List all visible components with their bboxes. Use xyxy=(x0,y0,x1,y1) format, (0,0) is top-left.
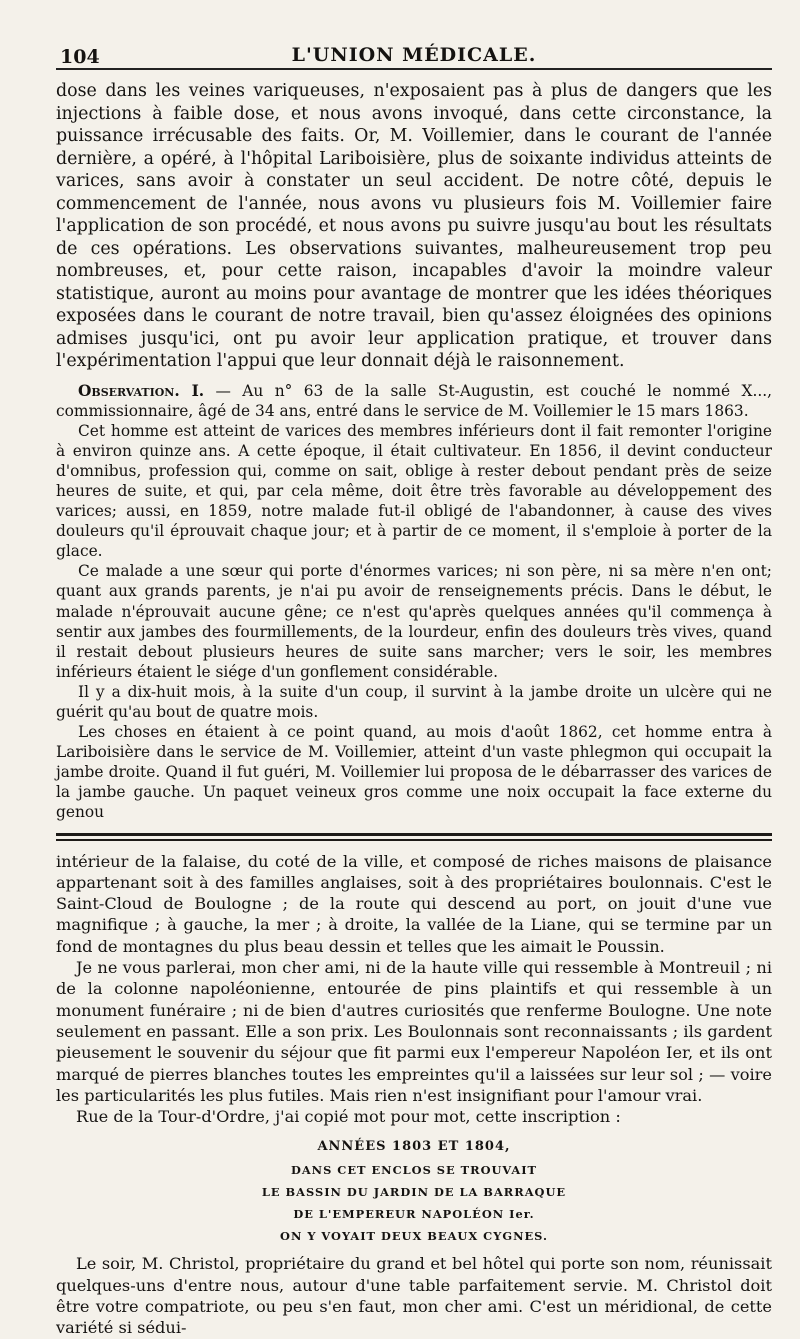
observation-intro xyxy=(56,381,772,421)
page-header xyxy=(56,0,772,66)
feuilleton-paragraph: intérieur de la falaise, du coté de la ville, et composé de riches maisons de plaisance appartenant soit à des familles anglaises, soit à des propriétaires boulonnais. C'est le Saint-Cloud de Boulogne ; de la route qui descend au port, on jouit d'une vue magnifique ; à gauche, la mer ; à droite, la vallée de la Liane, qui se termine par un fond de montagnes du plus beau dessin et telles que les aimait le Poussin. xyxy=(56,851,772,956)
inscription-block xyxy=(56,1135,772,1247)
feuilleton-paragraph: Je ne vous parlerai, mon cher ami, ni de la haute ville qui ressemble à Montreuil ; ni de la colonne napoléonienne, entourée de pins plaintifs et qui ressemble à un monument funéraire ; ni de bien d'autres curiosités que renferme Boulogne. Une note seulement en passant. Elle a son prix. Les Boulonnais sont reconnaissants ; ils gardent pieusement le souvenir du séjour que fit parmi eux l'empereur Napoléon Ier, et ils ont marqué de pierres blanches toutes les empreintes qu'il a laissées sur leur sol ; — voire les particularités les plus futiles. Mais rien n'est insignifiant pour l'amour vrai. xyxy=(56,958,772,1105)
observation-label: Observation. I. xyxy=(78,381,205,400)
feuilleton-paragraph: Le soir, M. Christol, propriétaire du grand et bel hôtel qui porte son nom, réunissait quelques-uns d'entre nous, autour d'une table parfaitement servie. M. Christol doit être votre compatriote, ou peu s'en faut, mon cher ami. C'est un méridional, de cette variété si sédui- xyxy=(56,1254,772,1338)
running-title: L'UNION MÉDICALE. xyxy=(291,44,537,66)
article-paragraph: dose dans les veines variqueuses, n'exposaient pas à plus de dangers que les injections à faible dose, et nous avons invoqué, dans cette circonstance, la puissance irrécusable des faits. Or, M. Voillemier, dans le courant de l'année dernière, a opéré, à l'hôpital Lariboisière, plus de soixante individus atteints de varices, sans avoir à constater un seul accident. De notre côté, depuis le commencement de l'année, nous avons vu plusieurs fois M. Voillemier faire l'application de son procédé, et nous avons pu suivre jusqu'au bout les résultats de ces opérations. Les observations suivantes, malheureusement trop peu nombreuses, et, pour cette raison, incapables d'avoir la moindre valeur statistique, auront au moins pour avantage de montrer que les idées théoriques exposées dans le courant de notre travail, bien qu'assez éloignées des opinions admises jusqu'ici, ont pu avoir leur application pratique, et trouver dans l'expérimentation l'appui que leur donnait déjà le raisonnement. xyxy=(56,81,772,371)
feuilleton-separator xyxy=(56,833,772,841)
observation-paragraph: Ce malade a une sœur qui porte d'énormes varices; ni son père, ni sa mère n'en ont; quant aux grands parents, je n'ai pu avoir de renseignements précis. Dans le début, le malade n'éprouvait aucune gêne; ce n'est qu'après quelques années qu'il commença à sentir aux jambes des fourmillements, de la lourdeur, enfin des douleurs très vives, quand il restait debout plusieurs heures de suite sans marcher; vers le soir, les membres inférieurs étaient le siége d'un gonflement considérable. xyxy=(56,562,772,681)
inscription-line: ANNÉES 1803 ET 1804, xyxy=(317,1139,511,1155)
inscription-line: DANS CET ENCLOS SE TROUVAIT xyxy=(290,1163,538,1178)
observation-intro-text: — Au n° 63 de la salle St-Augustin, est couché le nommé X..., commissionnaire, âgé de 34 ans, entré dans le service de M. Voillemier le 15 mars 1863. xyxy=(56,381,773,420)
header-rule xyxy=(56,68,772,70)
observation-section xyxy=(56,381,772,823)
page-number: 104 xyxy=(60,46,100,68)
observation-paragraph: Les choses en étaient à ce point quand, au mois d'août 1862, cet homme entra à Lariboisière dans le service de M. Voillemier, atteint d'un vaste phlegmon qui occupait la jambe droite. Quand il fut guéri, M. Voillemier lui proposa de le débarrasser des varices de la jambe gauche. Un paquet veineux gros comme une noix occupait la face externe du genou xyxy=(56,723,772,822)
feuilleton-section xyxy=(56,851,772,1339)
inscription-line: DE L'EMPEREUR NAPOLÉON Ier. xyxy=(293,1207,535,1222)
inscription-line: LE BASSIN DU JARDIN DE LA BARRAQUE xyxy=(261,1185,567,1200)
main-article xyxy=(56,80,772,373)
observation-paragraph: Il y a dix-huit mois, à la suite d'un coup, il survint à la jambe droite un ulcère qui ne guérit qu'au bout de quatre mois. xyxy=(56,682,772,721)
observation-paragraph: Cet homme est atteint de varices des membres inférieurs dont il fait remonter l'origine à environ quinze ans. A cette époque, il était cultivateur. En 1856, il devint conducteur d'omnibus, profession qui, comme on sait, oblige à rester debout pendant près de seize heures de suite, et qui, par cela même, doit être très favorable au développement des varices; aussi, en 1859, notre malade fut-il obligé de l'abandonner, à cause des vives douleurs qu'il éprouvait chaque jour; et à partir de ce moment, il s'emploie à porter de la glace. xyxy=(56,421,772,561)
feuilleton-paragraph: Rue de la Tour-d'Ordre, j'ai copié mot pour mot, cette inscription : xyxy=(76,1107,621,1127)
inscription-line: ON Y VOYAIT DEUX BEAUX CYGNES. xyxy=(280,1229,548,1244)
